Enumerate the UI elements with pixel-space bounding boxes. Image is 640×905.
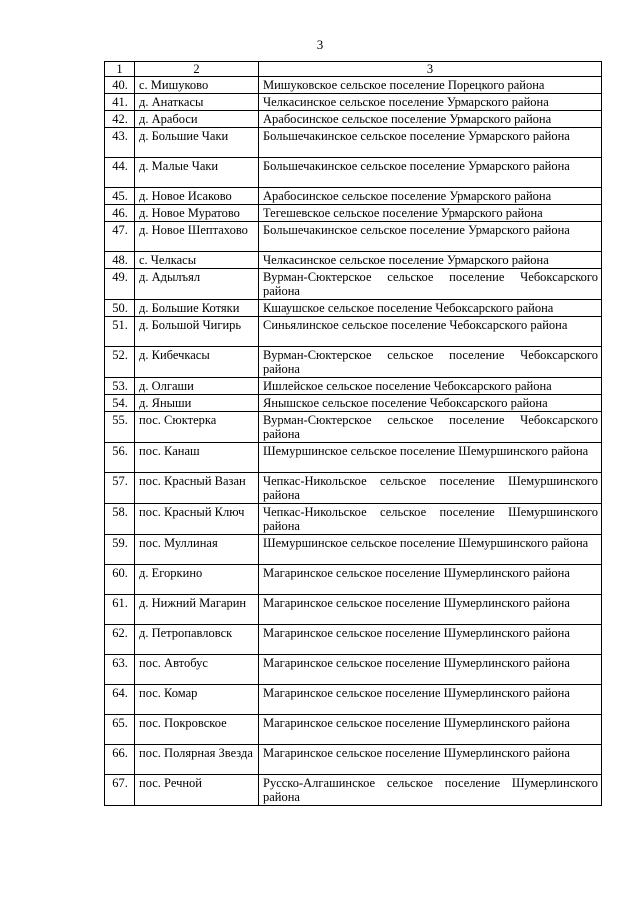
municipality-name: Арабосинское сельское поселение Урмарского района <box>259 111 602 128</box>
municipality-name: Мишуковское сельское поселение Порецкого района <box>259 77 602 94</box>
table-row <box>105 205 602 222</box>
municipality-name: Большечакинское сельское поселение Урмарского района <box>259 222 602 252</box>
municipality-name: Синьялинское сельское поселение Чебоксарского района <box>259 317 602 347</box>
settlement-name: д. Петропавловск <box>135 625 259 655</box>
row-number: 53. <box>105 378 135 395</box>
settlement-name: д. Егоркино <box>135 565 259 595</box>
municipality-name: Магаринское сельское поселение Шумерлинского района <box>259 745 602 775</box>
settlement-name: д. Новое Исаково <box>135 188 259 205</box>
municipality-name: Шемуршинское сельское поселение Шемуршинского района <box>259 443 602 473</box>
row-number: 41. <box>105 94 135 111</box>
table-row <box>105 473 602 504</box>
table-row <box>105 252 602 269</box>
table-header-row <box>105 62 602 77</box>
table-row <box>105 378 602 395</box>
row-number: 42. <box>105 111 135 128</box>
municipality-name: Арабосинское сельское поселение Урмарского района <box>259 188 602 205</box>
settlement-name: д. Адылъял <box>135 269 259 300</box>
settlement-name: пос. Красный Ключ <box>135 504 259 535</box>
settlement-name: пос. Покровское <box>135 715 259 745</box>
settlement-name: д. Большие Чаки <box>135 128 259 158</box>
settlement-name: д. Большие Котяки <box>135 300 259 317</box>
municipality-name: Чепкас-Никольское сельское поселение Шемуршинского района <box>259 473 602 504</box>
settlement-name: д. Анаткасы <box>135 94 259 111</box>
table-row <box>105 94 602 111</box>
row-number: 44. <box>105 158 135 188</box>
row-number: 59. <box>105 535 135 565</box>
settlement-name: пос. Муллиная <box>135 535 259 565</box>
row-number: 45. <box>105 188 135 205</box>
row-number: 61. <box>105 595 135 625</box>
settlement-name: с. Челкасы <box>135 252 259 269</box>
settlement-name: д. Большой Чигирь <box>135 317 259 347</box>
settlement-name: пос. Канаш <box>135 443 259 473</box>
row-number: 63. <box>105 655 135 685</box>
municipality-name: Магаринское сельское поселение Шумерлинского района <box>259 715 602 745</box>
table-row <box>105 655 602 685</box>
row-number: 48. <box>105 252 135 269</box>
table-row <box>105 625 602 655</box>
settlement-name: пос. Речной <box>135 775 259 806</box>
settlement-name: д. Олгаши <box>135 378 259 395</box>
table-row <box>105 188 602 205</box>
table-row <box>105 715 602 745</box>
settlement-name: д. Новое Шептахово <box>135 222 259 252</box>
settlement-name: пос. Красный Вазан <box>135 473 259 504</box>
row-number: 58. <box>105 504 135 535</box>
municipality-name: Большечакинское сельское поселение Урмарского района <box>259 158 602 188</box>
row-number: 54. <box>105 395 135 412</box>
row-number: 47. <box>105 222 135 252</box>
municipality-name: Магаринское сельское поселение Шумерлинского района <box>259 625 602 655</box>
settlement-name: пос. Комар <box>135 685 259 715</box>
settlement-name: пос. Автобус <box>135 655 259 685</box>
settlement-name: д. Новое Муратово <box>135 205 259 222</box>
table-row <box>105 535 602 565</box>
table-row <box>105 443 602 473</box>
municipality-name: Магаринское сельское поселение Шумерлинского района <box>259 565 602 595</box>
row-number: 55. <box>105 412 135 443</box>
municipality-name: Вурман-Сюктерское сельское поселение Чебоксарского района <box>259 269 602 300</box>
settlement-name: д. Нижний Магарин <box>135 595 259 625</box>
row-number: 60. <box>105 565 135 595</box>
settlement-name: д. Яныши <box>135 395 259 412</box>
municipality-name: Кшаушское сельское поселение Чебоксарского района <box>259 300 602 317</box>
page-number: 3 <box>316 37 324 52</box>
row-number: 64. <box>105 685 135 715</box>
row-number: 62. <box>105 625 135 655</box>
municipality-name: Челкасинское сельское поселение Урмарского района <box>259 252 602 269</box>
table-row <box>105 300 602 317</box>
table-row <box>105 317 602 347</box>
municipality-name: Русско-Алгашинское сельское поселение Шумерлинского района <box>259 775 602 806</box>
municipality-name: Вурман-Сюктерское сельское поселение Чебоксарского района <box>259 347 602 378</box>
table-row <box>105 222 602 252</box>
table-row <box>105 269 602 300</box>
municipality-name: Большечакинское сельское поселение Урмарского района <box>259 128 602 158</box>
row-number: 49. <box>105 269 135 300</box>
table-row <box>105 685 602 715</box>
municipality-name: Чепкас-Никольское сельское поселение Шемуршинского района <box>259 504 602 535</box>
table-row <box>105 111 602 128</box>
table-row <box>105 395 602 412</box>
municipality-name: Магаринское сельское поселение Шумерлинского района <box>259 685 602 715</box>
header-col-2: 2 <box>135 62 259 77</box>
table-row <box>105 775 602 806</box>
table-row <box>105 128 602 158</box>
table-row <box>105 595 602 625</box>
row-number: 56. <box>105 443 135 473</box>
municipality-name: Магаринское сельское поселение Шумерлинского района <box>259 595 602 625</box>
table-row <box>105 412 602 443</box>
row-number: 57. <box>105 473 135 504</box>
row-number: 51. <box>105 317 135 347</box>
settlement-name: с. Мишуково <box>135 77 259 94</box>
municipality-name: Ишлейское сельское поселение Чебоксарского района <box>259 378 602 395</box>
row-number: 50. <box>105 300 135 317</box>
row-number: 65. <box>105 715 135 745</box>
header-col-1: 1 <box>105 62 135 77</box>
table-row <box>105 77 602 94</box>
row-number: 52. <box>105 347 135 378</box>
settlement-name: д. Кибечкасы <box>135 347 259 378</box>
settlements-table <box>104 61 602 806</box>
table-row <box>105 504 602 535</box>
municipality-name: Челкасинское сельское поселение Урмарского района <box>259 94 602 111</box>
settlement-name: д. Арабоси <box>135 111 259 128</box>
municipality-name: Вурман-Сюктерское сельское поселение Чебоксарского района <box>259 412 602 443</box>
table-row <box>105 565 602 595</box>
municipality-name: Магаринское сельское поселение Шумерлинского района <box>259 655 602 685</box>
municipality-name: Янышское сельское поселение Чебоксарского района <box>259 395 602 412</box>
municipality-name: Шемуршинское сельское поселение Шемуршинского района <box>259 535 602 565</box>
header-col-3: 3 <box>259 62 602 77</box>
settlement-name: пос. Сюктерка <box>135 412 259 443</box>
settlement-name: пос. Полярная Звезда <box>135 745 259 775</box>
settlement-name: д. Малые Чаки <box>135 158 259 188</box>
row-number: 67. <box>105 775 135 806</box>
table-row <box>105 745 602 775</box>
municipality-name: Тегешевское сельское поселение Урмарского района <box>259 205 602 222</box>
row-number: 46. <box>105 205 135 222</box>
row-number: 66. <box>105 745 135 775</box>
row-number: 40. <box>105 77 135 94</box>
row-number: 43. <box>105 128 135 158</box>
table-row <box>105 158 602 188</box>
table-row <box>105 347 602 378</box>
